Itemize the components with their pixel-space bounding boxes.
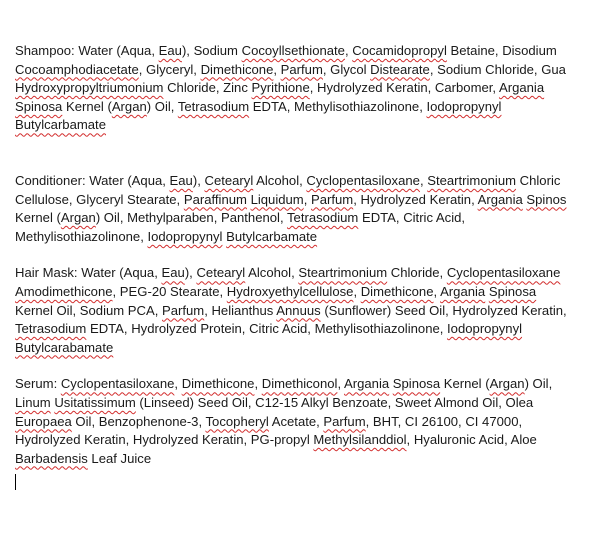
flagged-word: Barbadensis	[15, 450, 88, 466]
text-run: Chloride,	[387, 265, 447, 281]
shampoo-paragraph[interactable]	[15, 42, 603, 135]
text-run: EDTA, Hydrolyzed Protein, Citric Acid, Methylisothiazolinone,	[86, 321, 448, 337]
text-run: Methylisothiazolinone,	[15, 228, 148, 244]
text-run: Betaine, Disodium	[446, 43, 557, 58]
text-run: Kernel (	[62, 98, 112, 114]
flagged-word: Butylcarbamate	[226, 228, 318, 244]
shampoo-line-1	[15, 42, 603, 61]
serum-line-3	[15, 413, 603, 432]
text-run: ,	[419, 172, 428, 188]
flagged-word: Parfum	[280, 61, 323, 77]
flagged-word: Parfum	[310, 191, 354, 207]
flagged-word: Steartrimonium	[298, 265, 388, 281]
flagged-word: Cyclopentasiloxane	[60, 376, 175, 392]
flagged-word: Methylsilanddiol	[313, 432, 407, 448]
flagged-word: Spinosa	[488, 283, 537, 299]
text-run: EDTA, Methylisothiazolinone,	[249, 98, 427, 114]
text-run: ) Oil,	[524, 376, 553, 392]
text-run: Kernel Oil, Sodium PCA,	[15, 302, 162, 318]
text-run: , Glyceryl,	[138, 61, 201, 77]
text-run: Alcohol,	[253, 172, 307, 188]
flagged-word: Argania	[477, 191, 523, 207]
hair-mask-line-1	[15, 264, 603, 283]
empty-paragraph	[15, 246, 603, 264]
text-run: Alcohol,	[245, 265, 299, 281]
text-run: ,	[337, 376, 344, 392]
text-run: ,	[273, 61, 281, 77]
conditioner-line-1	[15, 172, 603, 191]
shampoo-line-5	[15, 116, 603, 135]
text-run: Hydrolyzed Keratin, Hydrolyzed Keratin, PG-propyl	[15, 432, 314, 448]
text-run: (Sunflower) Seed Oil, Hydrolyzed Keratin,	[320, 302, 567, 318]
flagged-word: Europaea	[15, 413, 72, 429]
text-cursor	[15, 474, 16, 490]
shampoo-line-2	[15, 61, 603, 80]
flagged-word: Dimethicone	[360, 283, 434, 299]
flagged-word: Spinosa	[15, 98, 63, 114]
flagged-word: Usitatissimum	[54, 394, 136, 410]
flagged-word: Spinos	[526, 191, 567, 207]
shampoo-line-4	[15, 98, 603, 117]
flagged-word: Cyclopentasiloxane	[306, 172, 420, 188]
flagged-word: Steartrimonium	[427, 172, 517, 188]
flagged-word: Argania	[344, 376, 390, 392]
conditioner-line-2	[15, 191, 603, 210]
text-run: Chloric	[516, 172, 561, 188]
serum-line-1	[15, 375, 603, 394]
flagged-word: Annuus	[276, 302, 321, 318]
flagged-word: Iodopropynyl	[426, 98, 502, 114]
serum-paragraph[interactable]	[15, 375, 603, 468]
flagged-word: Eau	[158, 43, 182, 58]
text-run: , Sodium Chloride, Gua	[429, 61, 566, 77]
flagged-word: Argan	[111, 98, 147, 114]
flagged-word: Tetrasodium	[177, 98, 250, 114]
text-run: Acetate,	[268, 413, 324, 429]
text-run: Conditioner: Water (Aqua,	[15, 172, 170, 188]
text-run: , Glycol	[322, 61, 371, 77]
text-run: Oil, Benzophenone-3,	[71, 413, 206, 429]
text-run: , Hyaluronic Acid, Aloe	[406, 432, 537, 448]
flagged-word: Cyclopentasiloxane	[446, 265, 561, 281]
text-run: Chloride, Zinc	[163, 80, 252, 96]
flagged-word: Liquidum	[250, 191, 304, 207]
flagged-word: Tocopheryl	[205, 413, 269, 429]
flagged-word: Butylcarbamate	[15, 117, 106, 133]
flagged-word: Dimethiconol	[261, 376, 338, 392]
text-run: , Helianthus	[204, 302, 277, 318]
flagged-word: Argania	[440, 283, 486, 299]
flagged-word: Cocamidopropyl	[352, 43, 447, 58]
flagged-word: Argania	[498, 80, 545, 96]
text-run: Serum:	[15, 376, 61, 392]
text-run: Hair Mask: Water (Aqua,	[15, 265, 162, 281]
hair-mask-line-4	[15, 320, 603, 339]
flagged-word: Cetearyl	[204, 172, 254, 188]
flagged-word: Tetrasodium	[15, 321, 87, 337]
flagged-word: Linum	[15, 394, 51, 410]
text-run: Kernel (	[440, 376, 490, 392]
text-run: ) Oil, Methylparaben, Panthenol,	[95, 210, 287, 226]
flagged-word: Pyrithione	[251, 80, 310, 96]
serum-line-4	[15, 431, 603, 450]
document-body[interactable]	[15, 42, 603, 468]
text-run: ,	[433, 283, 441, 299]
text-run: , Hydrolyzed Keratin,	[353, 191, 478, 207]
text-run: Shampoo: Water (Aqua,	[15, 43, 159, 58]
serum-line-5	[15, 450, 603, 469]
flagged-word: Cetearyl	[196, 265, 246, 281]
flagged-word: Iodopropynyl	[147, 228, 223, 244]
text-run: ,	[254, 376, 262, 392]
flagged-word: Cocoyllsethionate	[241, 43, 345, 58]
flagged-word: Eau	[169, 172, 193, 188]
flagged-word: Spinosa	[392, 376, 441, 392]
flagged-word: Paraffinum	[183, 191, 247, 207]
flagged-word: Butylcarabamate	[15, 339, 114, 355]
text-run: ),	[192, 172, 205, 188]
text-run: ), Sodium	[181, 43, 242, 58]
conditioner-line-4	[15, 228, 603, 247]
text-run: , Hydrolyzed Keratin, Carbomer,	[309, 80, 499, 96]
empty-paragraph	[15, 357, 603, 375]
conditioner-paragraph[interactable]	[15, 172, 603, 246]
empty-paragraph	[15, 135, 603, 172]
flagged-word: Tetrasodium	[287, 210, 359, 226]
text-run: Leaf Juice	[87, 450, 152, 466]
text-run: , BHT, CI 26100, CI 47000,	[365, 413, 523, 429]
shampoo-line-3	[15, 79, 603, 98]
conditioner-line-3	[15, 209, 603, 228]
text-run: ),	[184, 265, 197, 281]
flagged-word: Dimethicone	[181, 376, 255, 392]
serum-line-2	[15, 394, 603, 413]
text-run: Cellulose, Glyceryl Stearate,	[15, 191, 184, 207]
text-run: EDTA, Citric Acid,	[358, 210, 466, 226]
flagged-word: Dimethicone	[200, 61, 274, 77]
text-run: , PEG-20 Stearate,	[112, 283, 227, 299]
text-run: ,	[303, 191, 311, 207]
hair-mask-line-3	[15, 302, 603, 321]
text-run: ,	[344, 43, 353, 58]
text-run: ) Oil,	[146, 98, 178, 114]
text-run: (Linseed) Seed Oil, C12-15 Alkyl Benzoate, Sweet Almond Oil, Olea	[135, 394, 534, 410]
hair-mask-line-2	[15, 283, 603, 302]
text-run: ,	[174, 376, 182, 392]
flagged-word: Parfum	[323, 413, 366, 429]
text-run: ,	[353, 283, 361, 299]
flagged-word: Parfum	[162, 302, 205, 318]
flagged-word: Argan	[60, 210, 96, 226]
hair-mask-paragraph[interactable]	[15, 264, 603, 357]
hair-mask-line-5	[15, 339, 603, 358]
flagged-word: Cocoamphodiacetate	[15, 61, 139, 77]
flagged-word: Argan	[489, 376, 525, 392]
flagged-word: Hydroxyethylcellulose	[226, 283, 354, 299]
flagged-word: Eau	[161, 265, 185, 281]
flagged-word: Distearate	[370, 61, 430, 77]
text-run: Kernel (	[15, 210, 61, 226]
flagged-word: Hydroxypropyltriumonium	[15, 80, 164, 96]
flagged-word: Amodimethicone	[15, 283, 113, 299]
flagged-word: Iodopropynyl	[447, 321, 523, 337]
